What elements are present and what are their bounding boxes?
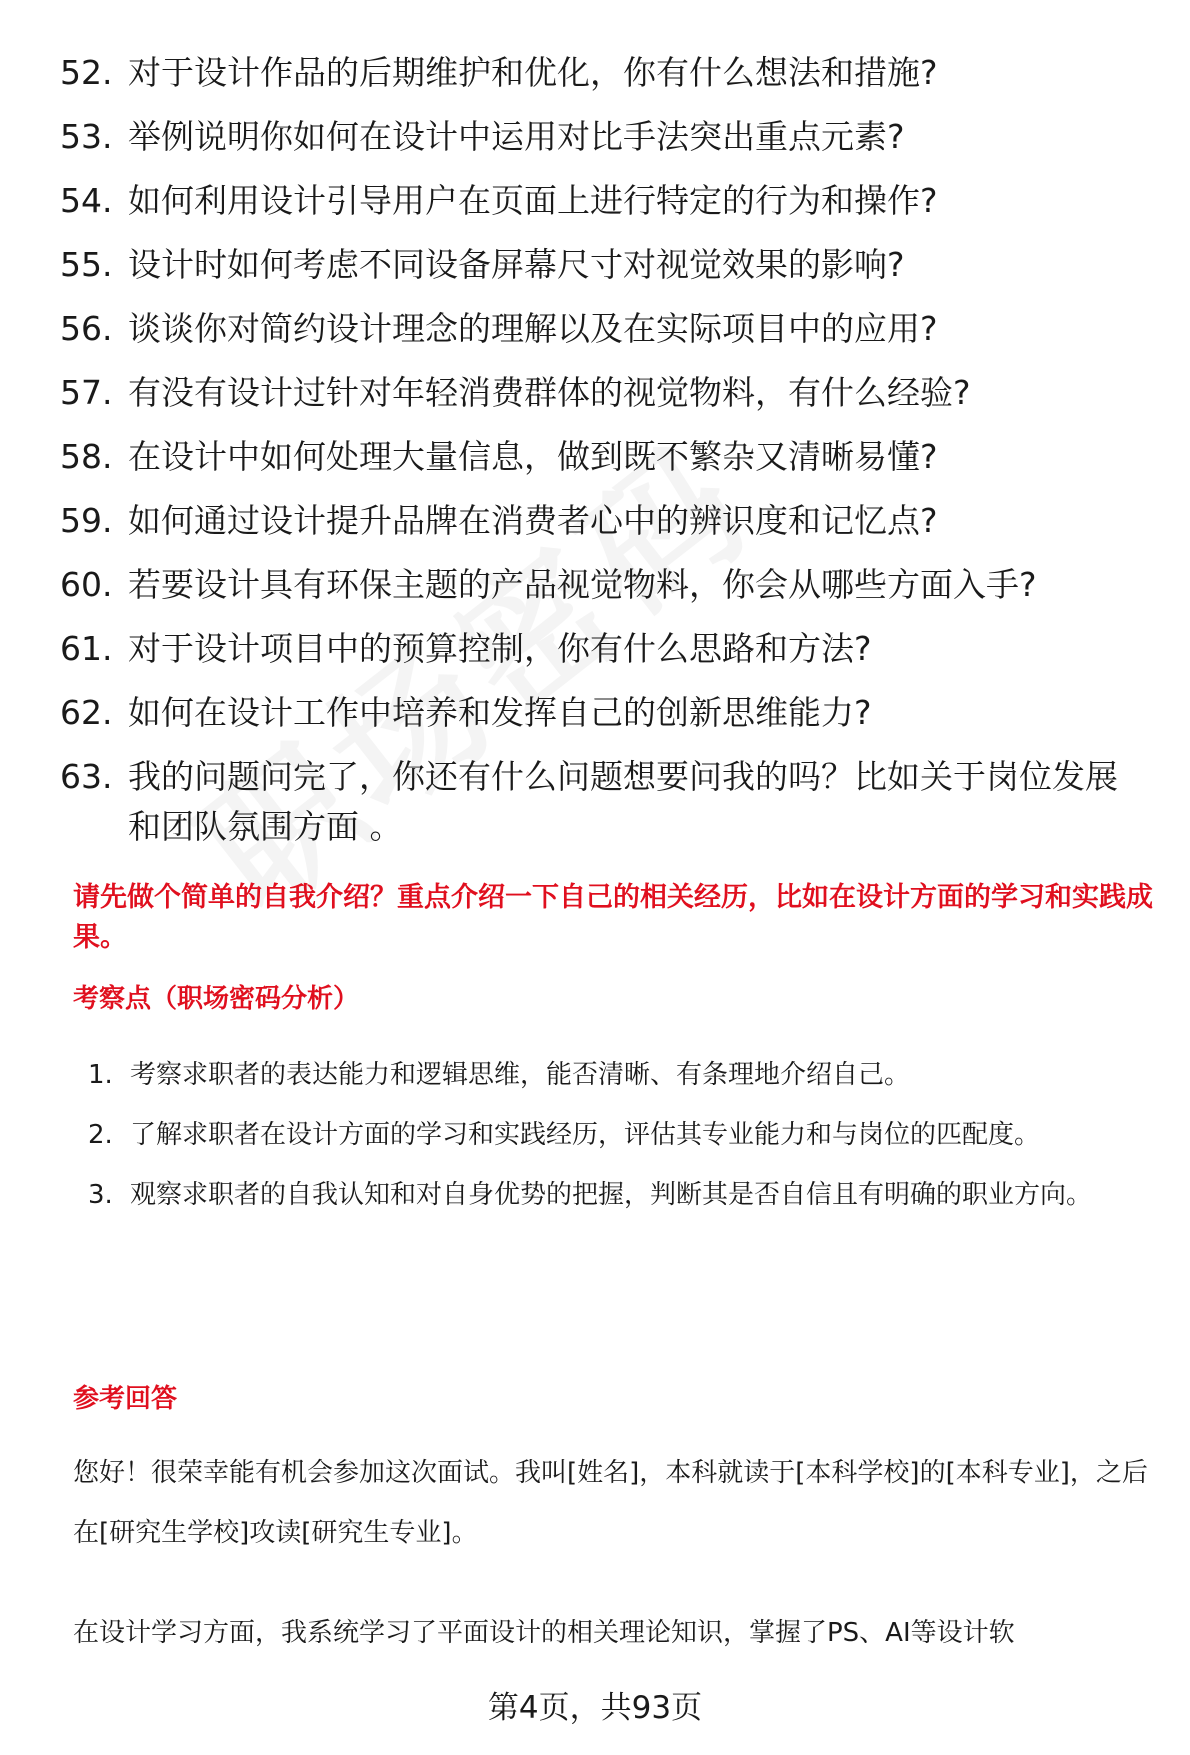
question-list <box>60 48 1150 866</box>
question-item: 52. 对于设计作品的后期维护和优化，你有什么想法和措施? <box>60 53 938 92</box>
reference-answer-heading: 参考回答 <box>73 1384 178 1414</box>
assessment-points-list <box>88 1045 1158 1225</box>
question-item: 54. 如何利用设计引导用户在页面上进行特定的行为和操作? <box>60 181 938 220</box>
question-item: 55. 设计时如何考虑不同设备屏幕尺寸对视觉效果的影响? <box>60 245 905 284</box>
answer-paragraph: 在设计学习方面，我系统学习了平面设计的相关理论知识，掌握了PS、AI等设计软 <box>73 1618 1015 1648</box>
question-item: 57. 有没有设计过针对年轻消费群体的视觉物料，有什么经验? <box>60 373 971 412</box>
interview-question-heading: 请先做个简单的自我介绍？重点介绍一下自己的相关经历，比如在设计方面的学习和实践成果。 <box>73 882 1153 953</box>
question-item: 58. 在设计中如何处理大量信息，做到既不繁杂又清晰易懂? <box>60 437 938 476</box>
question-item: 56. 谈谈你对简约设计理念的理解以及在实际项目中的应用? <box>60 309 938 348</box>
list-item: 2. 了解求职者在设计方面的学习和实践经历，评估其专业能力和与岗位的匹配度。 <box>88 1120 1041 1150</box>
question-item: 60. 若要设计具有环保主题的产品视觉物料，你会从哪些方面入手? <box>60 565 1037 604</box>
question-item: 53. 举例说明你如何在设计中运用对比手法突出重点元素? <box>60 117 905 156</box>
assessment-points-heading: 考察点（职场密码分析） <box>73 984 360 1014</box>
question-item: 62. 如何在设计工作中培养和发挥自己的创新思维能力? <box>60 693 872 732</box>
list-item: 1. 考察求职者的表达能力和逻辑思维，能否清晰、有条理地介绍自己。 <box>88 1060 911 1090</box>
question-item: 59. 如何通过设计提升品牌在消费者心中的辨识度和记忆点? <box>60 501 938 540</box>
question-item: 61. 对于设计项目中的预算控制，你有什么思路和方法? <box>60 629 872 668</box>
answer-paragraph: 您好！很荣幸能有机会参加这次面试。我叫[姓名]，本科就读于[本科学校]的[本科专业]，之后在[研究生学校]攻读[研究生专业]。 <box>73 1458 1148 1548</box>
list-item: 3. 观察求职者的自我认知和对自身优势的把握，判断其是否自信且有明确的职业方向。 <box>88 1180 1093 1210</box>
page-number: 第4页，共93页 <box>487 1690 703 1726</box>
question-item: 63. 我的问题问完了，你还有什么问题想要问我的吗？比如关于岗位发展和团队氛围方面 。 <box>60 757 1118 846</box>
